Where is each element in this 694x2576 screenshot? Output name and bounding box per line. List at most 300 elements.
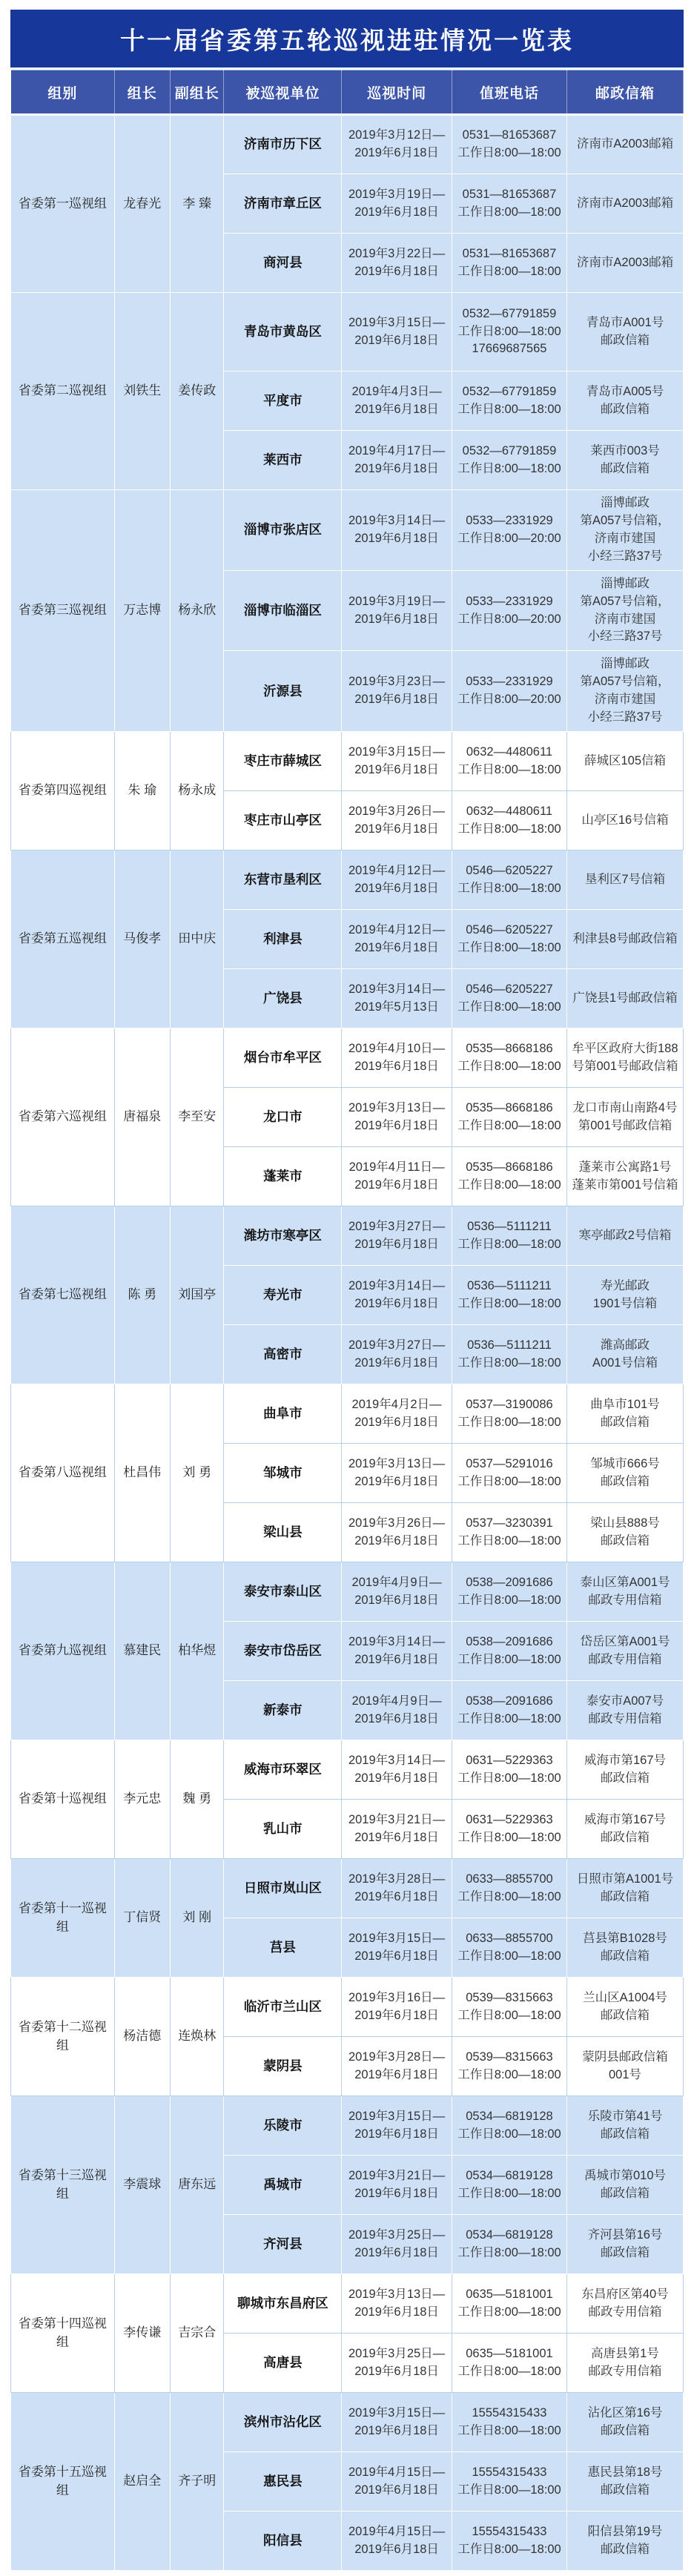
group-leader-cell: 杜昌伟 [114, 1384, 170, 1562]
text-line: 邮政信箱 [601, 1889, 650, 1903]
text-line: 泰安市A007号 [586, 1694, 664, 1708]
text-line: 兰山区A1004号 [583, 1990, 667, 2004]
text-line: 工作日8:00—18:00 [457, 1652, 561, 1666]
text-line: 第A057号信箱， [580, 594, 670, 608]
group-leader-cell: 万志博 [114, 490, 170, 732]
inspected-unit-cell: 日照市岚山区 [224, 1859, 342, 1918]
text-line: 蓬莱市公寓路1号 [578, 1160, 672, 1174]
group-name-cell: 省委第十巡视组 [11, 1740, 115, 1859]
text-line: 工作日8:00—18:00 [457, 2067, 561, 2081]
inspection-period-cell [342, 234, 452, 293]
inspected-unit-cell: 齐河县 [224, 2215, 342, 2274]
inspected-unit-cell: 东营市垦利区 [224, 851, 342, 910]
text-line: 0538—2091686 [466, 1634, 553, 1648]
inspection-period-cell [342, 1622, 452, 1681]
text-line: 垦利区7号信箱 [584, 872, 666, 886]
table-row [11, 293, 684, 371]
text-line: 工作日8:00—18:00 [457, 1000, 561, 1014]
inspection-period-cell [342, 1800, 452, 1859]
text-line: 2019年3月25日— [348, 2346, 446, 2360]
text-line: 工作日8:00—18:00 [457, 1949, 561, 1963]
duty-phone-cell [452, 1622, 566, 1681]
text-line: 邮政专用信箱 [588, 1593, 662, 1607]
text-line: 001号 [609, 2067, 642, 2081]
text-line: 0536—5111211 [467, 1219, 552, 1233]
group-deputy-cell: 刘 刚 [170, 1859, 224, 1978]
group-leader-cell: 赵启全 [114, 2393, 170, 2571]
group-leader-cell: 马俊孝 [114, 851, 170, 1028]
text-line: 青岛市A001号 [586, 315, 664, 329]
text-line: 2019年6月18日 [354, 2186, 439, 2200]
text-line: 小经三路37号 [587, 549, 663, 563]
group-leader-cell: 李传谦 [114, 2274, 170, 2393]
text-line: 2019年6月18日 [354, 2364, 439, 2378]
text-line: 2019年3月21日— [348, 2168, 446, 2182]
mailbox-cell [567, 2452, 684, 2511]
mailbox-cell [567, 1800, 684, 1859]
text-line: 泰山区第A001号 [580, 1575, 670, 1589]
text-line: 2019年6月18日 [354, 1830, 439, 1844]
text-line: 0537—3230391 [466, 1516, 553, 1530]
text-line: 工作日8:00—18:00 [457, 1355, 561, 1370]
text-line: 2019年3月22日— [348, 246, 446, 260]
text-line: 2019年6月18日 [354, 1593, 439, 1607]
text-line: 0633—8855700 [466, 1872, 553, 1886]
mailbox-cell [567, 570, 684, 651]
text-line: 工作日8:00—18:00 [457, 762, 561, 776]
inspection-period-cell [342, 2096, 452, 2156]
mailbox-cell [567, 2334, 684, 2393]
text-line: 2019年6月18日 [354, 1415, 439, 1429]
inspection-period-cell [342, 2511, 452, 2571]
text-line: 2019年3月14日— [348, 513, 446, 527]
table-header [11, 70, 684, 115]
mailbox-cell [567, 1384, 684, 1444]
text-line: 0534—6819128 [466, 2109, 553, 2123]
inspection-period-cell [342, 1206, 452, 1266]
duty-phone-cell [452, 115, 566, 174]
group-leader-cell: 龙春光 [114, 115, 170, 293]
table-row [11, 1206, 684, 1266]
text-line: 2019年6月18日 [354, 612, 439, 626]
text-line: 工作日8:00—18:00 [457, 1593, 561, 1607]
duty-phone-cell [452, 371, 566, 431]
text-line: 2019年3月14日— [348, 1753, 446, 1767]
text-line: 工作日8:00—18:00 [457, 1533, 561, 1548]
group-name-cell: 省委第一巡视组 [11, 115, 115, 293]
inspection-period-cell [342, 910, 452, 969]
mailbox-cell [567, 293, 684, 371]
text-line: 2019年6月18日 [354, 531, 439, 545]
inspected-unit-cell: 青岛市黄岛区 [224, 293, 342, 371]
text-line: 邮政专用信箱 [588, 1711, 662, 1725]
text-line: 2019年3月27日— [348, 1219, 446, 1233]
text-line: 工作日8:00—18:00 [457, 2186, 561, 2200]
text-line: 齐河县第16号 [587, 2227, 663, 2242]
mailbox-cell [567, 1918, 684, 1978]
text-line: 0537—3190086 [466, 1397, 553, 1411]
text-line: 工作日8:00—18:00 [457, 822, 561, 836]
group-deputy-cell: 刘国亭 [170, 1206, 224, 1384]
group-deputy-cell: 李至安 [170, 1028, 224, 1206]
duty-phone-cell [452, 2511, 566, 2571]
text-line: 2019年3月13日— [348, 1100, 446, 1114]
mailbox-cell [567, 2156, 684, 2215]
group-name-cell: 省委第九巡视组 [11, 1562, 115, 1740]
text-line: 2019年6月18日 [354, 2008, 439, 2022]
group-leader-cell: 陈 勇 [114, 1206, 170, 1384]
group-leader-cell: 杨洁德 [114, 1978, 170, 2096]
duty-phone-cell [452, 2037, 566, 2096]
text-line: 2019年6月18日 [354, 1889, 439, 1903]
text-line: 2019年6月18日 [354, 333, 439, 347]
text-line: 2019年6月18日 [354, 1771, 439, 1785]
text-line: 利津县8号邮政信箱 [572, 931, 678, 945]
mailbox-cell [567, 732, 684, 791]
text-line: 0539—8315663 [466, 1990, 553, 2004]
duty-phone-cell [452, 431, 566, 490]
mailbox-cell [567, 910, 684, 969]
group-name-cell: 省委第六巡视组 [11, 1028, 115, 1206]
duty-phone-cell [452, 2096, 566, 2156]
text-line: 2019年6月18日 [354, 2245, 439, 2259]
text-line: 2019年3月26日— [348, 1516, 446, 1530]
text-line: 2019年6月18日 [354, 1118, 439, 1132]
text-line: 2019年3月12日— [348, 128, 446, 142]
text-line: 莱西市003号 [590, 443, 660, 458]
duty-phone-cell [452, 1266, 566, 1325]
inspected-unit-cell: 高密市 [224, 1325, 342, 1384]
text-line: 济南市A2003邮箱 [576, 137, 674, 151]
text-line: 2019年4月10日— [348, 1041, 446, 1055]
text-line: 工作日8:00—18:00 [457, 881, 561, 895]
text-line: 邮政信箱 [601, 1415, 650, 1429]
text-line: 2019年3月28日— [348, 1872, 446, 1886]
group-name-cell: 省委第五巡视组 [11, 851, 115, 1028]
inspected-unit-cell: 新泰市 [224, 1681, 342, 1740]
text-line: 0532—67791859 [462, 384, 557, 398]
inspected-unit-cell: 广饶县 [224, 969, 342, 1028]
text-line: 2019年3月15日— [348, 1931, 446, 1945]
inspection-period-cell [342, 371, 452, 431]
text-line: 2019年3月21日— [348, 1812, 446, 1826]
text-line: 2019年3月28日— [348, 2050, 446, 2064]
duty-phone-cell [452, 293, 566, 371]
duty-phone-cell [452, 2156, 566, 2215]
table-row [11, 2274, 684, 2334]
text-line: 2019年3月19日— [348, 187, 446, 201]
text-line: 牟平区政府大街188 [572, 1041, 678, 1055]
column-header-2: 副组长 [170, 70, 224, 115]
group-deputy-cell: 刘 勇 [170, 1384, 224, 1562]
text-line: 威海市第167号 [584, 1812, 667, 1826]
text-line: 第001号邮政信箱 [578, 1118, 672, 1132]
inspected-unit-cell: 利津县 [224, 910, 342, 969]
text-line: 0531—81653687 [462, 128, 557, 142]
inspection-table [10, 70, 684, 2571]
group-deputy-cell: 柏华煜 [170, 1562, 224, 1740]
text-line: 工作日8:00—20:00 [457, 531, 561, 545]
mailbox-cell [567, 234, 684, 293]
text-line: 0535—8668186 [466, 1100, 553, 1114]
text-line: 工作日8:00—18:00 [457, 2423, 561, 2437]
group-name-cell: 省委第十二巡视组 [11, 1978, 115, 2096]
text-line: 邮政专用信箱 [588, 1652, 662, 1666]
text-line: 邮政信箱 [601, 2245, 650, 2259]
text-line: 小经三路37号 [587, 710, 663, 724]
inspection-period-cell [342, 732, 452, 791]
mailbox-cell [567, 791, 684, 851]
mailbox-cell [567, 1206, 684, 1266]
text-line: 工作日8:00—18:00 [457, 461, 561, 475]
duty-phone-cell [452, 1028, 566, 1088]
inspection-period-cell [342, 293, 452, 371]
text-line: 0533—2331929 [466, 513, 553, 527]
inspected-unit-cell: 蓬莱市 [224, 1147, 342, 1206]
text-line: 0536—5111211 [467, 1278, 552, 1292]
text-line: 工作日8:00—18:00 [457, 2305, 561, 2319]
text-line: 2019年3月15日— [348, 2109, 446, 2123]
text-line: 0538—2091686 [466, 1694, 553, 1708]
text-line: 第A057号信箱， [580, 513, 670, 527]
mailbox-cell [567, 1622, 684, 1681]
text-line: 2019年6月18日 [354, 402, 439, 416]
text-line: 工作日8:00—18:00 [457, 1059, 561, 1073]
text-line: 2019年6月18日 [354, 881, 439, 895]
text-line: 邮政信箱 [601, 2186, 650, 2200]
inspected-unit-cell: 龙口市 [224, 1088, 342, 1147]
inspection-period-cell [342, 431, 452, 490]
text-line: 2019年4月3日— [351, 384, 442, 398]
text-line: 济南市建国 [594, 612, 656, 626]
column-header-0: 组别 [11, 70, 115, 115]
inspection-period-cell [342, 1384, 452, 1444]
text-line: 2019年4月12日— [348, 922, 446, 937]
column-header-1: 组长 [114, 70, 170, 115]
text-line: 工作日8:00—18:00 [457, 402, 561, 416]
group-name-cell: 省委第十五巡视组 [11, 2393, 115, 2571]
text-line: 小经三路37号 [587, 630, 663, 644]
group-deputy-cell: 田中庆 [170, 851, 224, 1028]
inspected-unit-cell: 泰安市岱岳区 [224, 1622, 342, 1681]
text-line: 东昌府区第40号 [581, 2287, 669, 2301]
text-line: 0546—6205227 [466, 922, 553, 937]
text-line: 邮政信箱 [601, 2483, 650, 2497]
mailbox-cell [567, 1740, 684, 1800]
text-line: 15554315433 [472, 2405, 547, 2420]
duty-phone-cell [452, 732, 566, 791]
text-line: 2019年3月14日— [348, 982, 446, 996]
text-line: 济南市建国 [594, 693, 656, 707]
text-line: 2019年6月18日 [354, 693, 439, 707]
duty-phone-cell [452, 2393, 566, 2452]
text-line: 薛城区105信箱 [584, 753, 667, 767]
inspection-period-cell [342, 1918, 452, 1978]
duty-phone-cell [452, 651, 566, 732]
inspection-period-cell [342, 969, 452, 1028]
inspected-unit-cell: 曲阜市 [224, 1384, 342, 1444]
text-line: 阳信县第19号 [587, 2524, 663, 2538]
duty-phone-cell [452, 2334, 566, 2393]
text-line: 2019年6月18日 [354, 205, 439, 219]
table-row [11, 732, 684, 791]
inspected-unit-cell: 滨州市沾化区 [224, 2393, 342, 2452]
group-leader-cell: 李元忠 [114, 1740, 170, 1859]
text-line: 0632—4480611 [466, 804, 553, 818]
text-line: 工作日8:00—18:00 [457, 205, 561, 219]
mailbox-cell [567, 2215, 684, 2274]
text-line: 工作日8:00—18:00 [457, 1711, 561, 1725]
mailbox-cell [567, 1325, 684, 1384]
mailbox-cell [567, 1681, 684, 1740]
text-line: 工作日8:00—18:00 [457, 146, 561, 159]
text-line: 济南市A2003邮箱 [576, 196, 674, 210]
text-line: 2019年3月19日— [348, 594, 446, 608]
inspected-unit-cell: 沂源县 [224, 651, 342, 732]
text-line: 工作日8:00—18:00 [457, 1178, 561, 1192]
text-line: 邮政信箱 [601, 1949, 650, 1963]
text-line: 0632—4480611 [466, 744, 553, 759]
group-name-cell: 省委第七巡视组 [11, 1206, 115, 1384]
group-deputy-cell: 李 臻 [170, 115, 224, 293]
mailbox-cell [567, 1266, 684, 1325]
text-line: 2019年4月9日— [351, 1575, 442, 1589]
text-line: 2019年4月15日— [348, 2465, 446, 2479]
text-line: 邮政信箱 [601, 1771, 650, 1785]
mailbox-cell [567, 1562, 684, 1622]
inspected-unit-cell: 阳信县 [224, 2511, 342, 2571]
inspection-period-cell [342, 1740, 452, 1800]
group-leader-cell: 慕建民 [114, 1562, 170, 1740]
duty-phone-cell [452, 174, 566, 234]
group-deputy-cell: 姜传政 [170, 293, 224, 490]
text-line: 号第001号邮政信箱 [572, 1059, 678, 1073]
text-line: 邮政信箱 [601, 402, 650, 416]
mailbox-cell [567, 851, 684, 910]
text-line: 2019年3月13日— [348, 1456, 446, 1470]
mailbox-cell [567, 2274, 684, 2334]
mailbox-cell [567, 2037, 684, 2096]
inspection-period-cell [342, 1859, 452, 1918]
text-line: 2019年6月18日 [354, 1533, 439, 1548]
text-line: 2019年6月18日 [354, 1355, 439, 1370]
text-line: 2019年3月23日— [348, 675, 446, 689]
inspection-period-cell [342, 115, 452, 174]
mailbox-cell [567, 371, 684, 431]
duty-phone-cell [452, 910, 566, 969]
inspection-period-cell [342, 174, 452, 234]
group-name-cell: 省委第十一巡视组 [11, 1859, 115, 1978]
group-name-cell: 省委第二巡视组 [11, 293, 115, 490]
text-line: 第A057号信箱， [580, 675, 670, 689]
text-line: 邮政信箱 [601, 1474, 650, 1488]
text-line: 2019年4月17日— [348, 443, 446, 458]
inspection-period-cell [342, 1681, 452, 1740]
inspected-unit-cell: 济南市历下区 [224, 115, 342, 174]
text-line: 0633—8855700 [466, 1931, 553, 1945]
group-name-cell: 省委第十三巡视组 [11, 2096, 115, 2274]
text-line: 2019年5月13日 [354, 1000, 439, 1014]
table-row [11, 2393, 684, 2452]
mailbox-cell [567, 1147, 684, 1206]
text-line: 广饶县1号邮政信箱 [572, 991, 678, 1005]
duty-phone-cell [452, 1147, 566, 1206]
text-line: 工作日8:00—18:00 [457, 2127, 561, 2141]
text-line: 邮政信箱 [601, 461, 650, 475]
text-line: 邮政信箱 [601, 1533, 650, 1548]
text-line: 2019年4月11日— [348, 1160, 445, 1174]
group-deputy-cell: 杨永欣 [170, 490, 224, 732]
text-line: 17669687565 [472, 342, 547, 356]
text-line: 0533—2331929 [466, 675, 553, 689]
inspected-unit-cell: 莒县 [224, 1918, 342, 1978]
text-line: 邹城市666号 [590, 1456, 660, 1470]
group-deputy-cell: 唐东远 [170, 2096, 224, 2274]
text-line: 莒县第B1028号 [583, 1931, 667, 1945]
mailbox-cell [567, 1028, 684, 1088]
inspection-period-cell [342, 2215, 452, 2274]
text-line: 乐陵市第41号 [587, 2109, 663, 2123]
text-line: 2019年6月18日 [354, 2542, 439, 2556]
duty-phone-cell [452, 2215, 566, 2274]
text-line: 1901号信箱 [592, 1296, 658, 1310]
text-line: 2019年3月16日— [348, 1990, 446, 2004]
text-line: 2019年6月18日 [354, 2305, 439, 2319]
duty-phone-cell [452, 969, 566, 1028]
inspection-period-cell [342, 490, 452, 571]
group-deputy-cell: 吉宗合 [170, 2274, 224, 2393]
text-line: 2019年3月14日— [348, 1278, 446, 1292]
text-line: 工作日8:00—18:00 [457, 1889, 561, 1903]
group-deputy-cell: 连焕林 [170, 1978, 224, 2096]
mailbox-cell [567, 1978, 684, 2037]
text-line: 潍高邮政 [601, 1338, 650, 1352]
text-line: 邮政信箱 [601, 2008, 650, 2022]
text-line: A001号信箱 [592, 1355, 658, 1370]
text-line: 2019年6月18日 [354, 1474, 439, 1488]
text-line: 工作日8:00—18:00 [457, 264, 561, 278]
duty-phone-cell [452, 1859, 566, 1918]
text-line: 寿光邮政 [601, 1278, 650, 1292]
mailbox-cell [567, 1859, 684, 1918]
text-line: 0531—81653687 [462, 246, 557, 260]
table-row [11, 1740, 684, 1800]
inspection-period-cell [342, 2452, 452, 2511]
inspection-period-cell [342, 1503, 452, 1562]
text-line: 0537—5291016 [466, 1456, 553, 1470]
inspected-unit-cell: 枣庄市薛城区 [224, 732, 342, 791]
text-line: 济南市A2003邮箱 [576, 255, 674, 269]
text-line: 2019年6月18日 [354, 940, 439, 954]
text-line: 2019年3月15日— [348, 744, 446, 759]
inspected-unit-cell: 商河县 [224, 234, 342, 293]
table-row [11, 490, 684, 571]
text-line: 2019年6月18日 [354, 264, 439, 278]
text-line: 工作日8:00—20:00 [457, 693, 561, 707]
text-line: 工作日8:00—18:00 [457, 1237, 561, 1251]
text-line: 2019年3月25日— [348, 2227, 446, 2242]
text-line: 邮政信箱 [601, 2127, 650, 2141]
text-line: 15554315433 [472, 2524, 547, 2538]
duty-phone-cell [452, 1918, 566, 1978]
text-line: 2019年4月12日— [348, 863, 446, 877]
duty-phone-cell [452, 570, 566, 651]
duty-phone-cell [452, 490, 566, 571]
text-line: 蓬莱市第001号信箱 [572, 1178, 678, 1192]
duty-phone-cell [452, 1444, 566, 1503]
duty-phone-cell [452, 1978, 566, 2037]
duty-phone-cell [452, 1562, 566, 1622]
